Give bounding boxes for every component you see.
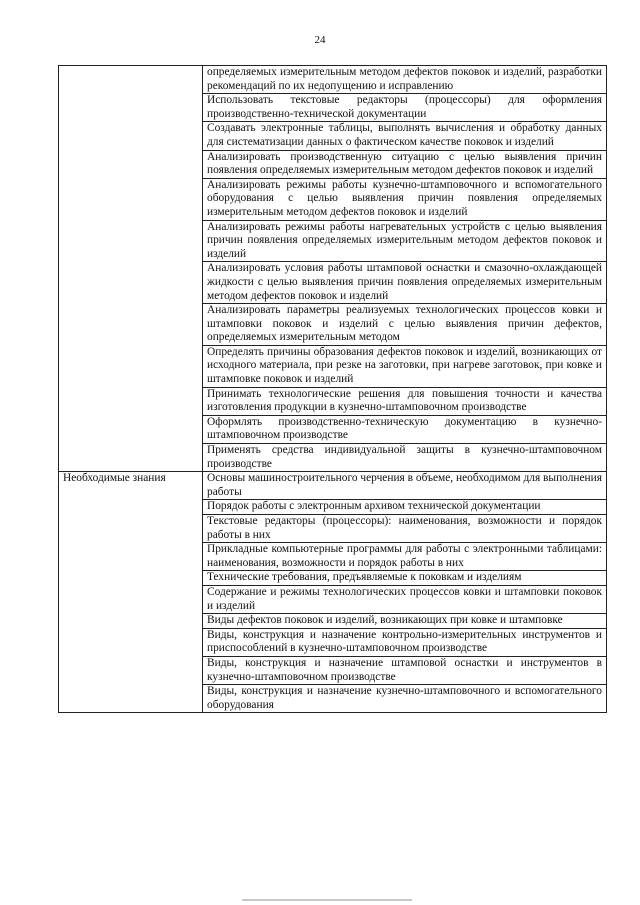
skill-item: Анализировать параметры реализуемых технологических процессов ковки и штамповки поковок и изделий с целью выявления причин дефектов, определяемых измерительным методом	[203, 304, 607, 346]
skill-item: Использовать текстовые редакторы (процессоры) для оформления производственно-технической документации	[203, 94, 607, 122]
knowledge-label-cell: Необходимые знания	[59, 472, 203, 713]
table-row	[59, 472, 607, 500]
knowledge-item: Виды дефектов поковок и изделий, возникающих при ковке и штамповке	[203, 614, 607, 629]
table-row	[59, 66, 607, 94]
skill-item: Анализировать условия работы штамповой оснастки и смазочно-охлаждающей жидкости с целью выявления причин появления определяемых измерительным методом дефектов поковок и изделий	[203, 262, 607, 304]
knowledge-item: Основы машиностроительного черчения в объеме, необходимом для выполнения работы	[203, 472, 607, 500]
skill-item: Оформлять производственно-техническую документацию в кузнечно-штамповочном производстве	[203, 415, 607, 443]
knowledge-item: Текстовые редакторы (процессоры): наименования, возможности и порядок работы в них	[203, 515, 607, 543]
skill-item: Применять средства индивидуальной защиты в кузнечно-штамповочном производстве	[203, 444, 607, 472]
scan-edge-mark	[242, 899, 412, 901]
skill-item: Создавать электронные таблицы, выполнять вычисления и обработку данных для систематизации данных о фактическом качестве поковок и изделий	[203, 122, 607, 150]
knowledge-item: Технические требования, предъявляемые к поковкам и изделиям	[203, 571, 607, 586]
skill-item: Анализировать режимы работы нагревательных устройств с целью выявления причин появления определяемых измерительным методом дефектов поковок и изделий	[203, 220, 607, 262]
skill-item: Анализировать производственную ситуацию с целью выявления причин появления определяемых измерительным методом дефектов поковок и изделий	[203, 150, 607, 178]
knowledge-item: Прикладные компьютерные программы для работы с электронными таблицами: наименования, возможности и порядок работы в них	[203, 543, 607, 571]
skills-label-cell	[59, 66, 203, 472]
requirements-table	[58, 65, 607, 713]
skill-item: Принимать технологические решения для повышения точности и качества изготовления продукции в кузнечно-штамповочном производстве	[203, 387, 607, 415]
knowledge-item: Виды, конструкция и назначение контрольно-измерительных инструментов и приспособлений в кузнечно-штамповочном производстве	[203, 628, 607, 656]
knowledge-item: Виды, конструкция и назначение кузнечно-штамповочного и вспомогательного оборудования	[203, 685, 607, 713]
skill-item: определяемых измерительным методом дефектов поковок и изделий, разработки рекомендаций по их недопущению и исправлению	[203, 66, 607, 94]
skill-item: Определять причины образования дефектов поковок и изделий, возникающих от исходного материала, при резке на заготовки, при нагреве заготовок, при ковке и штамповке поковок и изделий	[203, 345, 607, 387]
knowledge-item: Порядок работы с электронным архивом технической документации	[203, 500, 607, 515]
skill-item: Анализировать режимы работы кузнечно-штамповочного и вспомогательного оборудования с целью выявления причин появления определяемых измерительным методом дефектов поковок и изделий	[203, 178, 607, 220]
knowledge-item: Виды, конструкция и назначение штамповой оснастки и инструментов в кузнечно-штамповочном производстве	[203, 656, 607, 684]
page-number: 24	[314, 34, 326, 46]
knowledge-item: Содержание и режимы технологических процессов ковки и штамповки поковок и изделий	[203, 585, 607, 613]
